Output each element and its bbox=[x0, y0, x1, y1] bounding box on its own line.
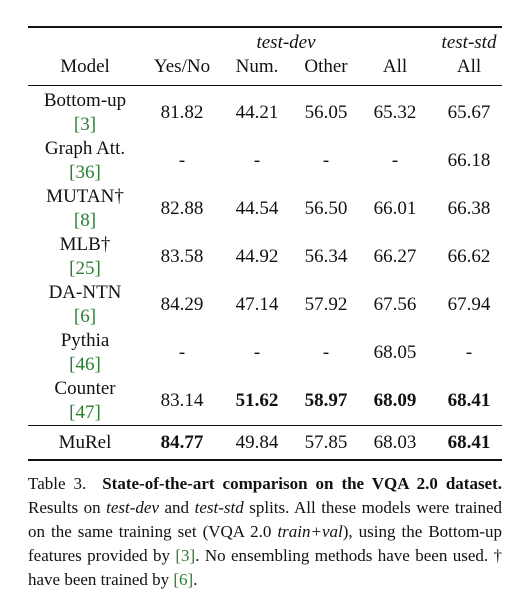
citation-link[interactable]: [46] bbox=[69, 354, 101, 375]
table-cell: 66.27 bbox=[373, 246, 417, 267]
table-cell: - bbox=[178, 150, 186, 171]
table-cell: 47.14 bbox=[235, 294, 279, 315]
table-cell: 66.62 bbox=[447, 246, 491, 267]
citation-link[interactable]: [36] bbox=[69, 162, 101, 183]
table-cell: 44.92 bbox=[235, 246, 279, 267]
column-header: Other bbox=[304, 56, 348, 77]
table-cell: - bbox=[178, 342, 186, 363]
model-name: Graph Att. bbox=[44, 138, 126, 159]
citation-link[interactable]: [25] bbox=[69, 258, 101, 279]
citation-link[interactable]: [3] bbox=[73, 114, 97, 135]
table-caption: Table 3. State-of-the-art comparison on the VQA 2.0 dataset. Results on test-dev and test-std splits. All these models were trained on the same training set (VQA 2.0 train+val), using the Bottom-up features provided by [3]. No ensembling methods have been used. † have been trained by [6]. bbox=[28, 474, 503, 589]
table-cell: 57.85 bbox=[304, 432, 348, 453]
table-cell: 83.14 bbox=[160, 390, 204, 411]
table-cell: - bbox=[391, 150, 399, 171]
table-cell: 44.54 bbox=[235, 198, 279, 219]
table-cell: 58.97 bbox=[304, 390, 348, 411]
column-header: Num. bbox=[235, 56, 279, 77]
final-row-rule bbox=[28, 425, 502, 426]
table-cell: 57.92 bbox=[304, 294, 348, 315]
model-name: DA-NTN bbox=[48, 282, 122, 303]
citation-link[interactable]: [6] bbox=[73, 306, 97, 327]
model-name: MuRel bbox=[58, 432, 112, 453]
table-cell: 65.67 bbox=[447, 102, 491, 123]
header-rule bbox=[28, 85, 502, 86]
column-header: Model bbox=[60, 56, 110, 77]
column-header: Yes/No bbox=[153, 56, 211, 77]
table-cell: - bbox=[465, 342, 473, 363]
model-name: Bottom-up bbox=[43, 90, 127, 111]
column-header: All bbox=[456, 56, 482, 77]
model-name: Pythia bbox=[60, 330, 110, 351]
table-cell: 68.41 bbox=[447, 390, 491, 411]
table-cell: 49.84 bbox=[235, 432, 279, 453]
caption-title: State-of-the-art comparison on the VQA 2.0 dataset. bbox=[102, 474, 503, 493]
table-cell: 44.21 bbox=[235, 102, 279, 123]
table-cell: 51.62 bbox=[235, 390, 279, 411]
table-cell: 68.09 bbox=[373, 390, 417, 411]
table-cell: 67.94 bbox=[447, 294, 491, 315]
model-name: MUTAN† bbox=[46, 186, 124, 207]
table-cell: 65.32 bbox=[373, 102, 417, 123]
table-cell: 66.38 bbox=[447, 198, 491, 219]
table-bottom-rule bbox=[28, 459, 502, 461]
table-cell: - bbox=[322, 150, 330, 171]
column-header: All bbox=[382, 56, 408, 77]
table-cell: 68.03 bbox=[373, 432, 417, 453]
citation-link[interactable]: [8] bbox=[73, 210, 97, 231]
caption-label: Table 3. bbox=[28, 474, 87, 493]
table-cell: 56.50 bbox=[304, 198, 348, 219]
citation-link[interactable]: [47] bbox=[69, 402, 101, 423]
model-name: Counter bbox=[54, 378, 116, 399]
table-cell: 66.01 bbox=[373, 198, 417, 219]
table-cell: 68.41 bbox=[447, 432, 491, 453]
table-cell: 56.05 bbox=[304, 102, 348, 123]
group-header-test-std: test-std bbox=[441, 32, 497, 53]
table-cell: 82.88 bbox=[160, 198, 204, 219]
table-cell: 68.05 bbox=[373, 342, 417, 363]
citation-link[interactable]: [3] bbox=[175, 546, 196, 565]
group-header-test-dev: test-dev bbox=[256, 32, 316, 53]
table-cell: 83.58 bbox=[160, 246, 204, 267]
table-cell: 66.18 bbox=[447, 150, 491, 171]
table-cell: 84.77 bbox=[160, 432, 204, 453]
citation-link[interactable]: [6] bbox=[173, 570, 194, 589]
model-name: MLB† bbox=[59, 234, 111, 255]
table-cell: - bbox=[253, 342, 261, 363]
table-cell: 84.29 bbox=[160, 294, 204, 315]
table-cell: 56.34 bbox=[304, 246, 348, 267]
table-cell: 81.82 bbox=[160, 102, 204, 123]
table-cell: - bbox=[253, 150, 261, 171]
table-cell: 67.56 bbox=[373, 294, 417, 315]
table-cell: - bbox=[322, 342, 330, 363]
table-top-rule bbox=[28, 26, 502, 28]
